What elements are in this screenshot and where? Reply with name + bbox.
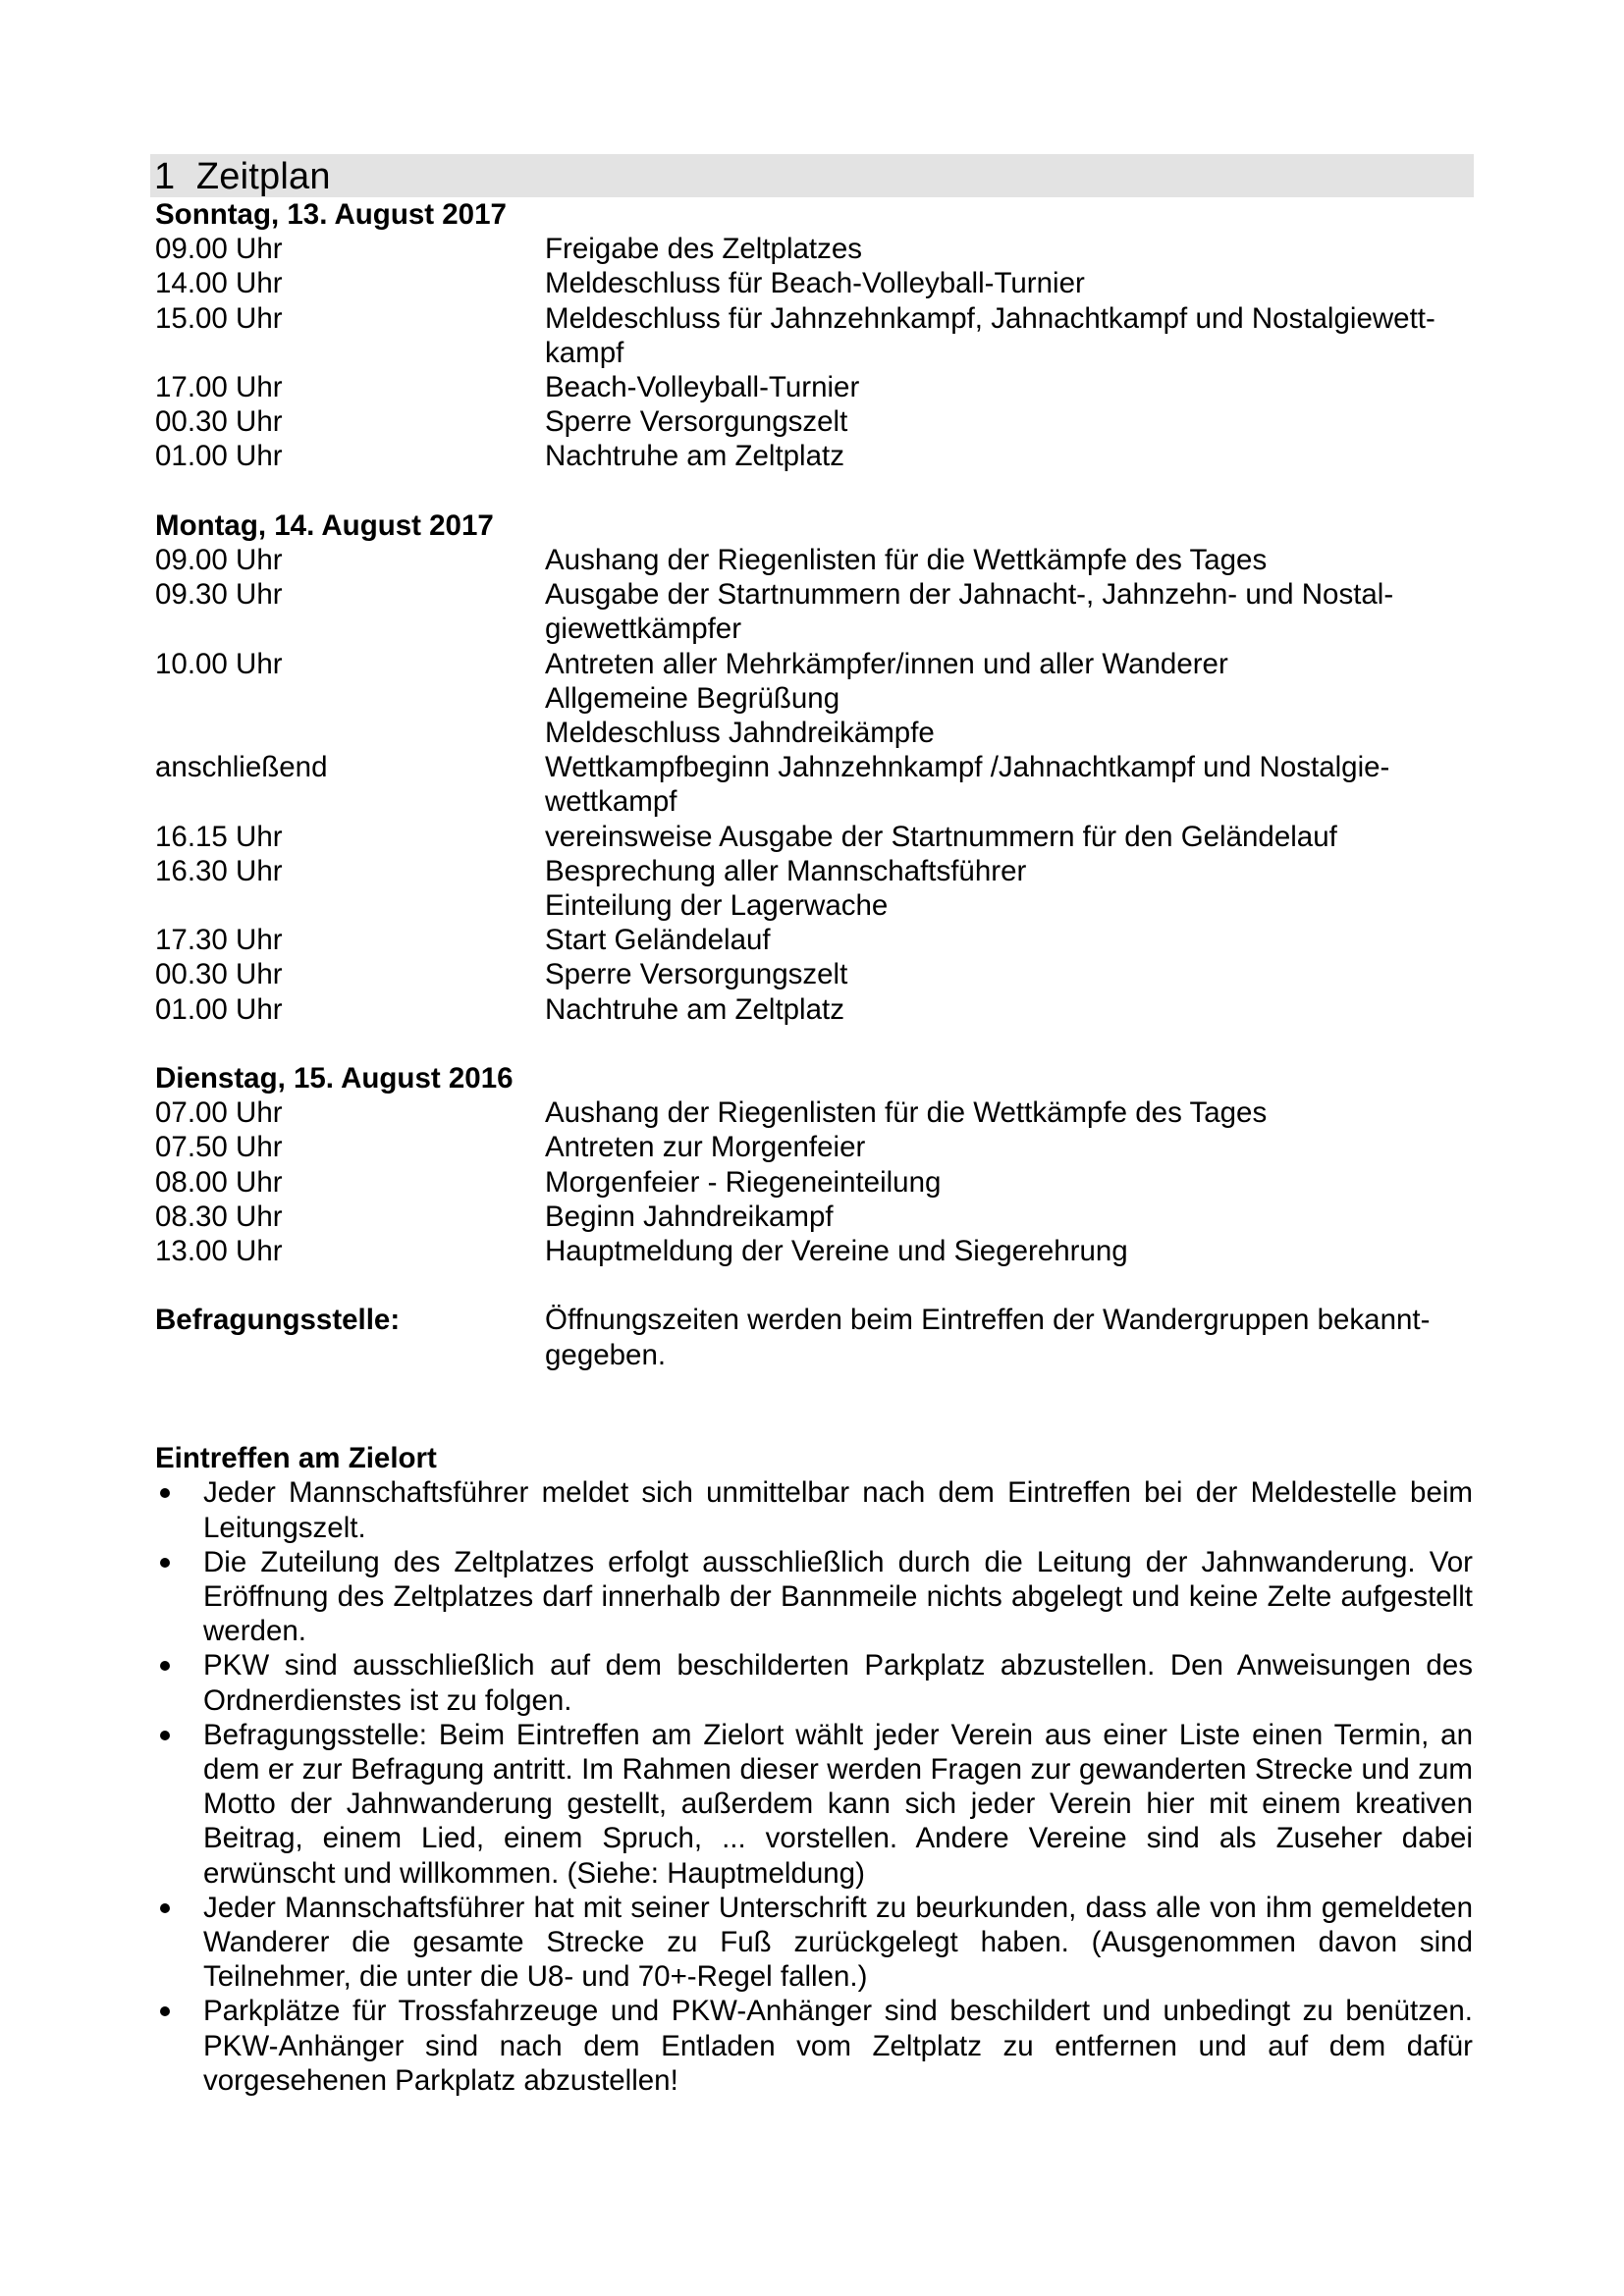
schedule-row bbox=[155, 1234, 1473, 1268]
list-item bbox=[155, 1545, 1473, 1649]
schedule-description bbox=[545, 957, 1473, 991]
schedule-time: 07.00 Uhr bbox=[155, 1096, 283, 1130]
schedule-row bbox=[155, 957, 1473, 991]
description-line: Freigabe des Zeltplatzes bbox=[545, 233, 863, 266]
bullet-icon bbox=[160, 1558, 170, 1568]
spacer bbox=[155, 1027, 1473, 1061]
schedule-description bbox=[545, 1130, 1473, 1164]
schedule-row bbox=[155, 266, 1473, 300]
schedule-time: 09.00 Uhr bbox=[155, 543, 283, 576]
schedule-day-tuesday bbox=[155, 1061, 1473, 1268]
schedule-description bbox=[545, 750, 1473, 819]
befragungsstelle-label: Befragungsstelle: bbox=[155, 1304, 401, 1337]
description-line: Einteilung der Lagerwache bbox=[545, 889, 889, 923]
schedule-description bbox=[545, 232, 1473, 266]
schedule-description bbox=[545, 370, 1473, 404]
bullet-icon bbox=[160, 1488, 170, 1498]
bullet-icon bbox=[160, 1903, 170, 1913]
spacer bbox=[155, 1268, 1473, 1303]
schedule-time: 16.30 Uhr bbox=[155, 854, 283, 887]
list-item-text: Jeder Mannschaftsführer meldet sich unmittelbar nach dem Eintreffen bei der Meldestelle beim Leitungszelt. bbox=[203, 1476, 1473, 1544]
schedule-description bbox=[545, 543, 1473, 577]
schedule-description bbox=[545, 1165, 1473, 1200]
schedule-time: 09.30 Uhr bbox=[155, 578, 283, 612]
chapter-heading bbox=[150, 154, 1474, 197]
schedule-time: 01.00 Uhr bbox=[155, 992, 283, 1026]
bullet-icon bbox=[160, 2006, 170, 2016]
list-item-text: Jeder Mannschaftsführer hat mit seiner Unterschrift zu beurkunden, dass alle von ihm gemeldeten Wanderer die gesamte Strecke zu Fuß zurückgelegt haben. (Ausgenommen davon sind Teilnehmer, die unter die U8- und 70+-Regel fallen.) bbox=[203, 1891, 1473, 1994]
schedule-time: 01.00 Uhr bbox=[155, 440, 283, 473]
schedule-row bbox=[155, 439, 1473, 473]
schedule-time: 00.30 Uhr bbox=[155, 958, 283, 991]
day-title: Dienstag, 15. August 2016 bbox=[155, 1062, 514, 1095]
schedule-description bbox=[545, 647, 1473, 751]
schedule-row bbox=[155, 992, 1473, 1027]
description-line: Wettkampfbeginn Jahnzehnkampf /Jahnachtkampf und Nostalgie- bbox=[545, 751, 1390, 784]
schedule-description bbox=[545, 439, 1473, 473]
description-line: Beach-Volleyball-Turnier bbox=[545, 371, 860, 403]
schedule-description bbox=[545, 820, 1473, 854]
schedule-description bbox=[545, 266, 1473, 300]
description-line: Aushang der Riegenlisten für die Wettkämpfe des Tages bbox=[545, 543, 1268, 576]
schedule-row bbox=[155, 750, 1473, 819]
schedule-row bbox=[155, 577, 1473, 646]
schedule-day-sunday bbox=[155, 197, 1473, 474]
arrival-bullet-list bbox=[155, 1475, 1473, 2098]
schedule-time: 13.00 Uhr bbox=[155, 1235, 283, 1268]
befragungsstelle-description bbox=[545, 1303, 1473, 1371]
schedule-time: 07.50 Uhr bbox=[155, 1131, 283, 1164]
spacer bbox=[155, 1372, 1473, 1407]
list-item bbox=[155, 1994, 1473, 2098]
description-line: Beginn Jahndreikampf bbox=[545, 1200, 834, 1233]
description-line: gegeben. bbox=[545, 1338, 667, 1371]
schedule-time: 16.15 Uhr bbox=[155, 820, 283, 853]
schedule-description bbox=[545, 992, 1473, 1027]
schedule-day-monday bbox=[155, 508, 1473, 1027]
schedule-row bbox=[155, 1130, 1473, 1164]
schedule-row bbox=[155, 370, 1473, 404]
schedule-time: 08.30 Uhr bbox=[155, 1200, 283, 1233]
spacer bbox=[155, 1407, 1473, 1441]
description-line: Ausgabe der Startnummern der Jahnacht-, Jahnzehn- und Nostal- bbox=[545, 578, 1394, 612]
list-item-text: PKW sind ausschließlich auf dem beschilderten Parkplatz abzustellen. Den Anweisungen des Ordnerdienstes ist zu folgen. bbox=[203, 1649, 1473, 1717]
description-line: Antreten aller Mehrkämpfer/innen und aller Wanderer bbox=[545, 647, 1228, 680]
schedule-row bbox=[155, 1200, 1473, 1234]
list-item bbox=[155, 1718, 1473, 1891]
schedule-description bbox=[545, 1200, 1473, 1234]
description-line: Meldeschluss für Beach-Volleyball-Turnier bbox=[545, 267, 1085, 300]
description-line: Meldeschluss für Jahnzehnkampf, Jahnachtkampf und Nostalgiewett- bbox=[545, 301, 1435, 335]
schedule-time: 14.00 Uhr bbox=[155, 267, 283, 300]
description-line: Start Geländelauf bbox=[545, 924, 771, 957]
schedule-description bbox=[545, 301, 1473, 370]
description-line: Hauptmeldung der Vereine und Siegerehrung bbox=[545, 1235, 1128, 1268]
schedule-description bbox=[545, 923, 1473, 957]
description-line: Aushang der Riegenlisten für die Wettkämpfe des Tages bbox=[545, 1096, 1268, 1130]
schedule-description bbox=[545, 404, 1473, 439]
schedule-time: 15.00 Uhr bbox=[155, 301, 283, 335]
day-title: Sonntag, 13. August 2017 bbox=[155, 198, 507, 231]
schedule-time: 00.30 Uhr bbox=[155, 405, 283, 439]
description-line: Antreten zur Morgenfeier bbox=[545, 1131, 866, 1164]
description-line: kampf bbox=[545, 336, 624, 369]
description-line: Morgenfeier - Riegeneinteilung bbox=[545, 1165, 942, 1199]
schedule-row bbox=[155, 647, 1473, 751]
befragungsstelle-row bbox=[155, 1303, 1473, 1371]
list-item bbox=[155, 1891, 1473, 1995]
spacer bbox=[155, 474, 1473, 508]
description-line: Allgemeine Begrüßung bbox=[545, 681, 840, 715]
schedule-description bbox=[545, 1095, 1473, 1130]
schedule-row bbox=[155, 404, 1473, 439]
document-page bbox=[155, 154, 1473, 2098]
schedule-time: 10.00 Uhr bbox=[155, 647, 283, 680]
schedule-description bbox=[545, 854, 1473, 923]
description-line: Nachtruhe am Zeltplatz bbox=[545, 440, 844, 473]
description-line: Nachtruhe am Zeltplatz bbox=[545, 992, 844, 1026]
schedule-row bbox=[155, 1165, 1473, 1200]
schedule-time: 17.30 Uhr bbox=[155, 924, 283, 957]
schedule-row bbox=[155, 854, 1473, 923]
schedule-row bbox=[155, 1095, 1473, 1130]
description-line: giewettkämpfer bbox=[545, 613, 742, 646]
description-line: vereinsweise Ausgabe der Startnummern für den Geländelauf bbox=[545, 820, 1337, 853]
list-item-text: Die Zuteilung des Zeltplatzes erfolgt ausschließlich durch die Leitung der Jahnwanderung. Vor Eröffnung des Zeltplatzes darf innerhalb der Bannmeile nichts abgelegt und keine Zelte aufgestellt werden. bbox=[203, 1545, 1473, 1648]
description-line: Besprechung aller Mannschaftsführer bbox=[545, 854, 1027, 887]
schedule-row bbox=[155, 820, 1473, 854]
bullet-icon bbox=[160, 1731, 170, 1740]
schedule-time: anschließend bbox=[155, 751, 328, 784]
list-item-text: Befragungsstelle: Beim Eintreffen am Zielort wählt jeder Verein aus einer Liste einen Termin, an dem er zur Befragung antritt. Im Rahmen dieser werden Fragen zur gewanderten Strecke und zum Motto der Jahnwanderung gestellt, außerdem kann sich jeder Verein hier mit einem kreativen Beitrag, einem Lied, einem Spruch, ... vorstellen. Andere Vereine sind als Zuseher dabei erwünscht und willkommen. (Siehe: Hauptmeldung) bbox=[203, 1718, 1473, 1890]
schedule-row bbox=[155, 923, 1473, 957]
list-item-text: Parkplätze für Trossfahrzeuge und PKW-Anhänger sind beschildert und unbedingt zu benützen. PKW-Anhänger sind nach dem Entladen vom Zeltplatz zu entfernen und auf dem dafür vorgesehenen Parkplatz abzustellen! bbox=[203, 1995, 1473, 2097]
schedule-description bbox=[545, 1234, 1473, 1268]
schedule-time: 17.00 Uhr bbox=[155, 371, 283, 403]
chapter-number: 1 bbox=[154, 156, 176, 197]
description-line: Öffnungszeiten werden beim Eintreffen der Wandergruppen bekannt- bbox=[545, 1304, 1431, 1337]
bullet-icon bbox=[160, 1661, 170, 1671]
description-line: Sperre Versorgungszelt bbox=[545, 405, 848, 439]
schedule-description bbox=[545, 577, 1473, 646]
arrival-section-title: Eintreffen am Zielort bbox=[155, 1442, 437, 1475]
schedule-time: 08.00 Uhr bbox=[155, 1165, 283, 1199]
schedule-row bbox=[155, 301, 1473, 370]
description-line: Meldeschluss Jahndreikämpfe bbox=[545, 717, 935, 749]
description-line: Sperre Versorgungszelt bbox=[545, 958, 848, 991]
description-line: wettkampf bbox=[545, 785, 677, 819]
list-item bbox=[155, 1475, 1473, 1544]
schedule-row bbox=[155, 543, 1473, 577]
day-title: Montag, 14. August 2017 bbox=[155, 508, 494, 542]
list-item bbox=[155, 1648, 1473, 1717]
chapter-title: Zeitplan bbox=[195, 156, 331, 197]
schedule-time: 09.00 Uhr bbox=[155, 233, 283, 266]
schedule-row bbox=[155, 232, 1473, 266]
